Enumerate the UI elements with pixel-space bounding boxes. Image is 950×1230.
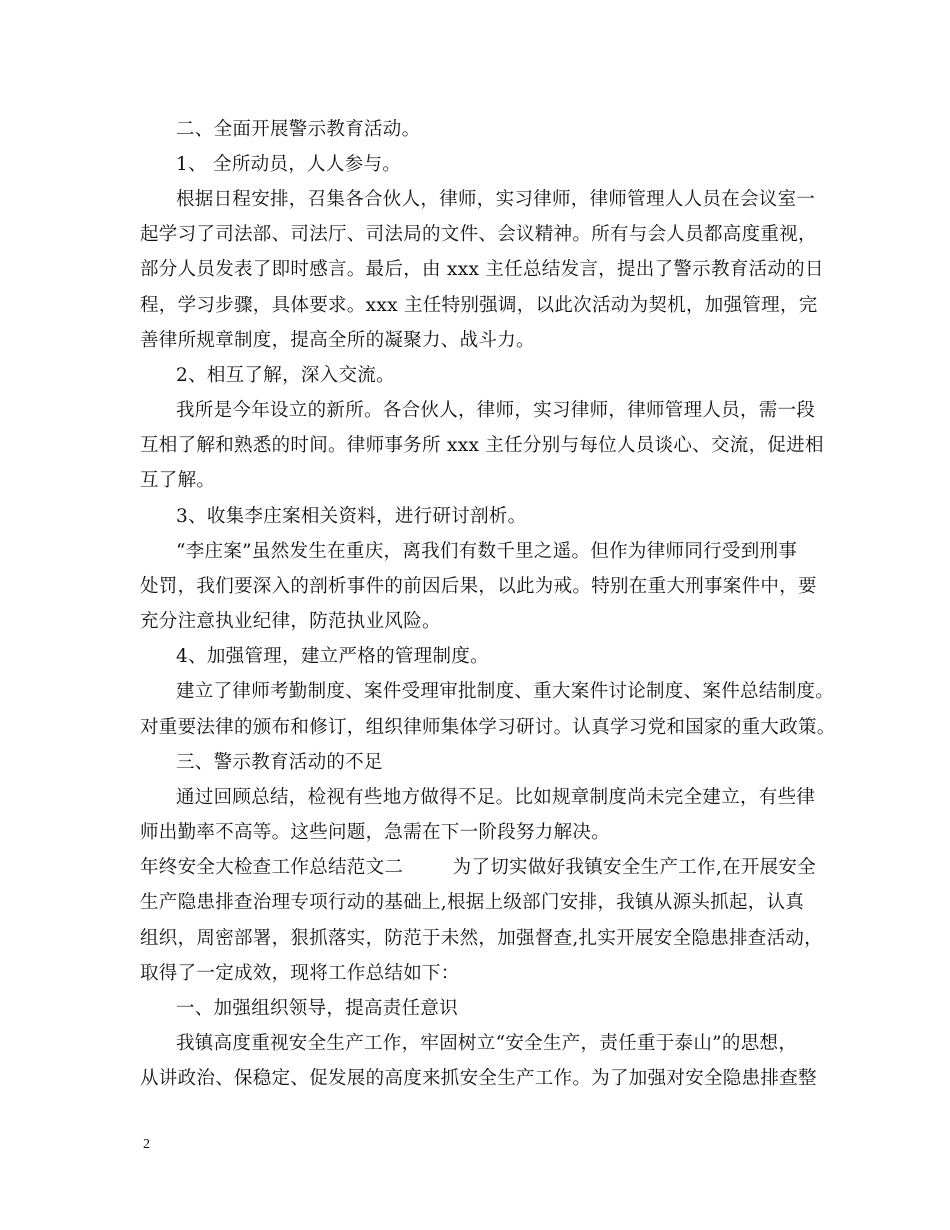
paragraph-line: 互相了解和熟悉的时间。律师事务所 xxx 主任分别与每位人员谈心、交流，促进相 <box>140 435 824 456</box>
subsection-heading: 2、相互了解，深入交流。 <box>176 365 395 386</box>
subsection-heading: 1、 全所动员，人人参与。 <box>176 154 402 175</box>
section-heading: 三、警示教育活动的不足 <box>176 752 383 773</box>
paragraph-line: 部分人员发表了即时感言。最后，由 xxx 主任总结发言，提出了警示教育活动的日 <box>140 259 824 280</box>
paragraph-line: 建立了律师考勤制度、案件受理审批制度、重大案件讨论制度、案件总结制度。 <box>176 681 835 702</box>
paragraph-line: 根据日程安排，召集各合伙人，律师，实习律师，律师管理人人员在会议室一 <box>176 189 816 210</box>
section-heading: 一、加强组织领导，提高责任意识 <box>176 998 459 1019</box>
paragraph-line: 通过回顾总结，检视有些地方做得不足。比如规章制度尚未完全建立，有些律 <box>176 787 816 808</box>
article-title-line: 年终安全大检查工作总结范文二 为了切实做好我镇安全生产工作,在开展安全 <box>140 857 817 878</box>
section-heading: 二、全面开展警示教育活动。 <box>176 119 421 140</box>
paragraph-line: 我镇高度重视安全生产工作，牢固树立“安全生产，责任重于泰山”的思想， <box>176 1033 798 1054</box>
paragraph-line: 取得了一定成效，现将工作总结如下： <box>140 963 460 984</box>
paragraph-line: 组织，周密部署，狠抓落实，防范于未然，加强督查,扎实开展安全隐患排查活动， <box>140 928 823 949</box>
paragraph-line: “李庄案”虽然发生在重庆，离我们有数千里之遥。但作为律师同行受到刑事 <box>176 541 798 562</box>
paragraph-line: 充分注意执业纪律，防范执业风险。 <box>140 611 441 632</box>
paragraph-line: 师出勤率不高等。这些问题，急需在下一阶段努力解决。 <box>140 822 611 843</box>
subsection-heading: 4、加强管理，建立严格的管理制度。 <box>176 646 489 667</box>
paragraph-line: 起学习了司法部、司法厅、司法局的文件、会议精神。所有与会人员都高度重视， <box>140 224 817 245</box>
page-number: 2 <box>143 1137 150 1152</box>
paragraph-line: 生产隐患排查治理专项行动的基础上,根据上级部门安排，我镇从源头抓起，认真 <box>140 892 805 913</box>
paragraph-line: 互了解。 <box>140 470 216 491</box>
paragraph-line: 善律所规章制度，提高全所的凝聚力、战斗力。 <box>140 330 535 351</box>
paragraph-line: 处罚，我们要深入的剖析事件的前因后果，以此为戒。特别在重大刑事案件中，要 <box>140 576 817 597</box>
subsection-heading: 3、收集李庄案相关资料，进行研讨剖析。 <box>176 506 527 527</box>
paragraph-line: 对重要法律的颁布和修订，组织律师集体学习研讨。认真学习党和国家的重大政策。 <box>140 717 836 738</box>
paragraph-line: 我所是今年设立的新所。各合伙人，律师，实习律师，律师管理人员，需一段 <box>176 400 816 421</box>
paragraph-line: 程，学习步骤，具体要求。xxx 主任特别强调，以此次活动为契机，加强管理，完 <box>140 295 818 316</box>
paragraph-line: 从讲政治、保稳定、促发展的高度来抓安全生产工作。为了加强对安全隐患排查整 <box>140 1068 817 1089</box>
